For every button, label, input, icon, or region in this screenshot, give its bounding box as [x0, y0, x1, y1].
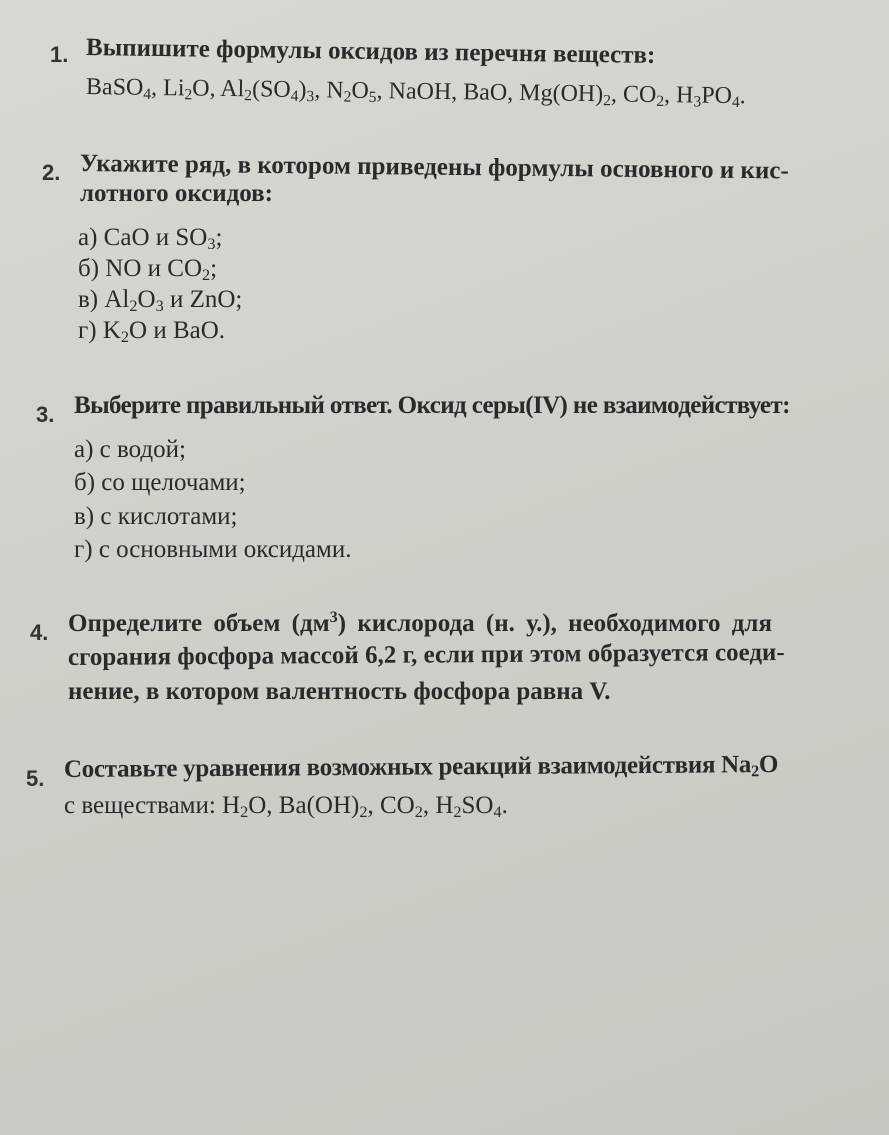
task-question: Выберите правильный ответ. Оксид серы(IV) не взаимодействует: — [74, 392, 790, 419]
task-text-line-2: с веществами: $H_2O$, $Ba(OH)_2$, $CO_2$, $H_2SO_4$. — [64, 792, 508, 822]
task-text-line-1: Определите объем $(дм^3)$ кислорода (н. у.), необходимого для — [68, 608, 772, 637]
task-question-line-1: Укажите ряд, в котором приведены формулы основного и кис- — [79, 150, 789, 185]
task-text-line-1: Составьте уравнения возможных реакций взаимодействия $Na_2O$ — [63, 751, 779, 783]
task-number: 1. — [50, 42, 69, 67]
task-text-line-3: нение, в котором валентность фосфора равна V. — [68, 678, 611, 705]
option-a: а) CaO и $SO_3$; — [78, 224, 223, 254]
option-g: г) с основными оксидами. — [74, 536, 352, 563]
option-b: б) NO и $CO_2$; — [78, 255, 218, 285]
task-text-line-2: сгорания фосфора массой 6,2 г, если при этом образуется соеди- — [67, 638, 785, 671]
task-number: 2. — [42, 160, 61, 185]
task-question-line-2: лотного оксидов: — [80, 180, 273, 207]
task-number: 4. — [30, 620, 49, 645]
task-number: 5. — [26, 766, 45, 791]
formula-list: BaSO$_4$, $Li_2O$, $Al_2(SO_4)_3$, $N_2O_5$, NaOH, BaO, $Mg(OH)_2$, $CO_2$, $H_3PO_4$. — [85, 74, 746, 112]
task-number: 3. — [36, 402, 55, 427]
option-v: в) $Al_2O_3$ и ZnO; — [78, 286, 243, 316]
option-v: в) с кислотами; — [74, 503, 238, 530]
task-question: Выпишите формулы оксидов из перечня веществ: — [85, 34, 656, 69]
option-a: а) с водой; — [74, 436, 186, 463]
option-b: б) со щелочами; — [74, 469, 246, 496]
option-g: г) $K_2O$ и BaO. — [78, 317, 226, 347]
